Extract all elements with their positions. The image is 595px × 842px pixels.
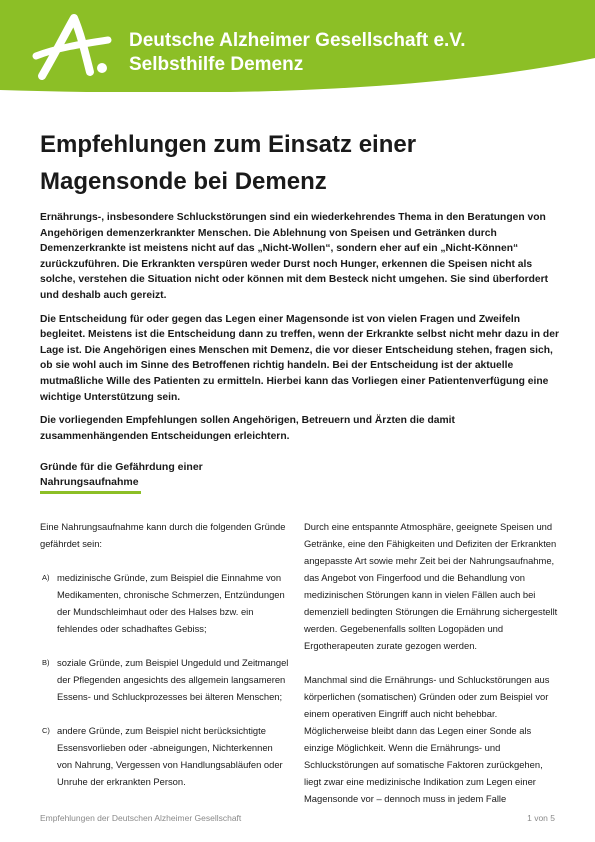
- left-column: [40, 518, 290, 807]
- right-column: [304, 518, 558, 824]
- list-item-text: medizinische Gründe, zum Beispiel die Einnahme von Medikamenten, chronische Schmerzen, Entzündungen der Mundschleimhaut oder des Halses bzw. ein fehlendes oder schadhaftes Gebiss;: [57, 572, 285, 634]
- list-item: [40, 654, 290, 705]
- header-band: [0, 0, 595, 92]
- org-name: Deutsche Alzheimer Gesellschaft e.V.: [129, 30, 466, 51]
- footer-page-number: 1 von 5: [527, 813, 555, 823]
- list-marker: A): [42, 573, 50, 582]
- page-title: [40, 126, 560, 200]
- intro-paragraph-1: Ernährungs-, insbesondere Schluckstörungen sind ein wiederkehrendes Thema in den Beratungen von Angehörigen demenzerkrankter Menschen. Die Ablehnung von Speisen und Getränken durch Demenzerkrankte ist meistens nicht auf das „Nicht-Wollen“, sondern eher auf ein „Nicht-Können“ zurückzuführen. Die Erkrankten verspüren weder Durst noch Hunger, erkennen die Speisen nicht als solche, verstehen die Situation nicht oder können mit dem Besteck nicht umgehen. Sie sind überfordert und deshalb auch gereizt.: [40, 212, 549, 301]
- list-marker: C): [42, 726, 50, 735]
- section-underline: [40, 491, 141, 494]
- intro-section: [40, 210, 560, 452]
- list-item: [40, 569, 290, 637]
- footer-document-title: Empfehlungen der Deutschen Alzheimer Gesellschaft: [40, 813, 242, 823]
- list-item: [40, 722, 290, 790]
- section-heading-line2: Nahrungsaufnahme: [40, 476, 139, 488]
- list-item-text: andere Gründe, zum Beispiel nicht berücksichtigte Essensvorlieben oder -abneigungen, Nichterkennen von Nahrung, Vergessen von Handlungsabläufen oder Unruhe der erkrankten Person.: [57, 725, 283, 787]
- org-tagline: Selbsthilfe Demenz: [129, 54, 304, 75]
- intro-paragraph-3: Die vorliegenden Empfehlungen sollen Angehörigen, Betreuern und Ärzten die damit zusammenhängenden Entscheidungen erleichtern.: [40, 415, 455, 442]
- right-paragraph-2: Manchmal sind die Ernährungs- und Schluckstörungen aus körperlichen (somatischen) Gründen oder zum Beispiel vor einem operativen Eingriff auch nicht behebbar. Möglicherweise bleibt dann das Legen einer Sonde als einzige Möglichkeit. Wenn die Ernährungs- und Schluckstörungen auf somatische Faktoren zurückgehen, liegt zwar eine medizinische Indikation zum Legen einer Magensonde vor – dennoch muss in jedem Falle: [304, 674, 550, 804]
- section-heading: [40, 460, 240, 490]
- page-title-line2: Magensonde bei Demenz: [40, 168, 327, 195]
- section-heading-line1: Gründe für die Gefährdung einer: [40, 461, 203, 473]
- right-paragraph-1: Durch eine entspannte Atmosphäre, geeignete Speisen und Getränke, eine den Fähigkeiten und Defiziten der Erkrankten angepasste Art sowie mehr Zeit bei der Nahrungsaufnahme, das Angebot von Fingerfood und die Behandlung von medizinischen Störungen kann in vielen Fällen auch bei demenziell bedingten Störungen die Ernährung sichergestellt werden. Gegebenenfalls sollten Logopäden und Ergotherapeuten zurate gezogen werden.: [304, 521, 558, 651]
- list-lead-text: Eine Nahrungsaufnahme kann durch die folgenden Gründe gefährdet sein:: [40, 521, 286, 549]
- list-item-text: soziale Gründe, zum Beispiel Ungeduld und Zeitmangel der Pflegenden angesichts des allgemein langsameren Essens- und Schluckprozesses bei älteren Menschen;: [57, 657, 289, 702]
- list-marker: B): [42, 658, 50, 667]
- page-title-line1: Empfehlungen zum Einsatz einer: [40, 131, 417, 158]
- intro-paragraph-2: Die Entscheidung für oder gegen das Legen einer Magensonde ist von vielen Fragen und Zweifeln begleitet. Meistens ist die Entscheidung dann zu treffen, wenn der Erkrankte selbst nicht mehr dazu in der Lage ist. Die Angehörigen eines Menschen mit Demenz, die vor dieser Entscheidung stehen, fragen sich, ob sie wohl auch im Sinne des Betroffenen richtig handeln. Bei der Entscheidung ist der aktuelle mutmaßliche Wille des Patienten zu ermitteln. Hierbei kann das Vorliegen einer Patientenverfügung eine wichtige Unterstützung sein.: [40, 313, 559, 403]
